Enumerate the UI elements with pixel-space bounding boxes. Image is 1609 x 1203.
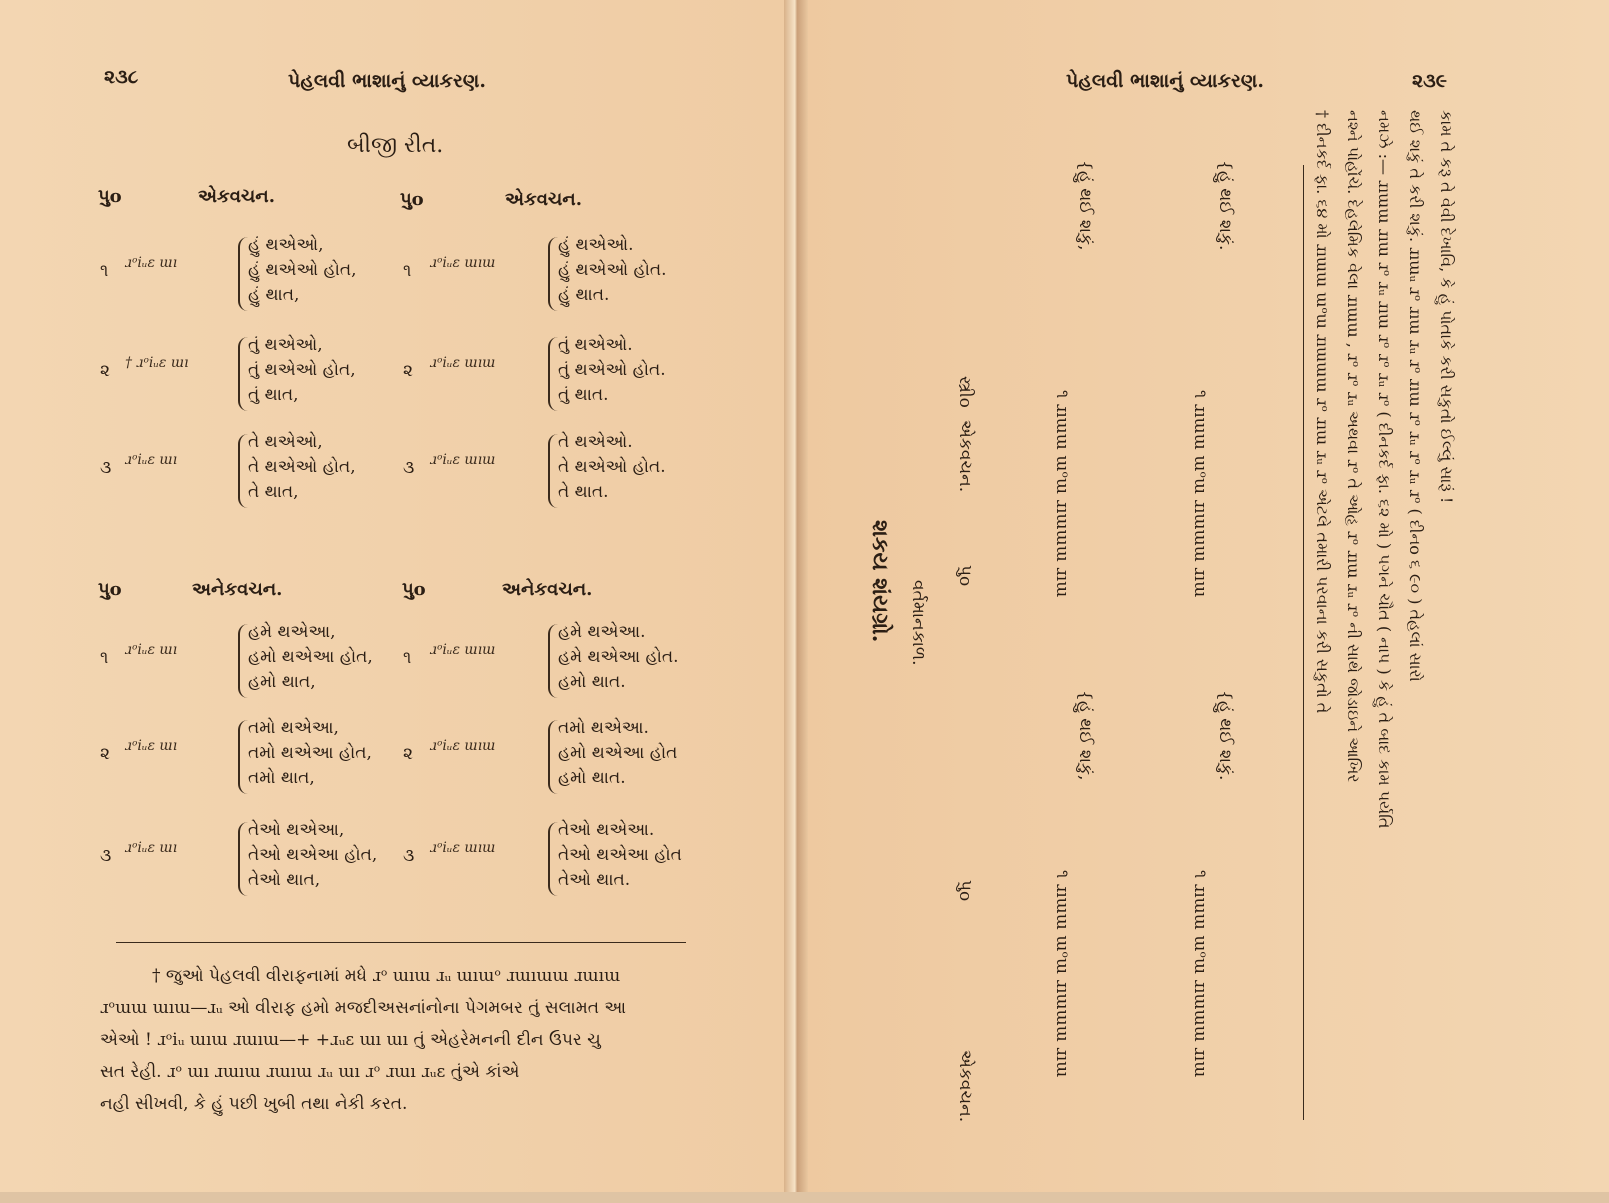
gujarati-form: હમો થએઆ હોત <box>558 743 678 763</box>
pahlavi-word: ɹᵒiᵤɛ ɯı <box>125 255 178 271</box>
gujarati-form: હું થએઓ, <box>248 235 324 255</box>
gujarati-form: હમે થએઆ, <box>248 622 336 642</box>
pahlavi-word: ɹᵒiᵤɛ ɯı <box>125 738 178 754</box>
pahlavi-word: ɹᵒiᵤɛ ɯıɯ <box>430 255 496 271</box>
right-number-2: એકવચન. <box>955 1050 975 1123</box>
footnote-line-1: † જુઓ પેહલવી વીરાફનામાં મધે ɹᵒ ɯıɯ ɹᵤ ɯıɯᵒ ɹɯıɯɯ ɹɯıɯ <box>152 966 621 986</box>
pahlavi-word: † ɹᵒiᵤɛ ɯı <box>125 355 189 371</box>
brace <box>548 720 558 794</box>
right-number-1: એકવચન. <box>955 420 975 493</box>
plural-head-1: પુo <box>98 579 122 600</box>
gujarati-form: તું થએઓ, <box>248 335 323 355</box>
right-gender-1: સ્ત્રીo <box>955 376 975 408</box>
gujarati-form: તેઓ થએઆ. <box>558 820 655 840</box>
right-form-2: ૧ ɹıɯɯ ɯᵒɯ ɹıɯɯɯ ɹıɯ <box>1190 390 1210 598</box>
right-running-head: પેહલવી ભાશાનું વ્યાકરણ. <box>1066 70 1264 92</box>
brace <box>548 822 558 896</box>
right-footnote-line-2: નશ્ને પોહોંચે. દેહલેમિક વેલા ɹıɯɯ , ɹᵒ ɹᵒ ɹᵤ અથવા ɹᵒ તે ઓહૃ ɹᵒ ɹıɯ ɹᵤ ɹᵒ ની સાથે જોડાઇને આખિર <box>1344 110 1363 783</box>
right-title: શકય શંયગ્રો. <box>867 520 893 643</box>
left-running-head: પેહલવી ભાશાનું વ્યાકરણ. <box>288 70 486 92</box>
brace <box>548 624 558 698</box>
row-number: ૨ <box>100 744 110 764</box>
footnote-line-3: એઓ ! ɹᵒiᵤ ɯıɯ ɹɯıɯ—+ +ɹᵤɛ ɯı ɯı તું એહરેમનની દીન ઉપર ચુ <box>100 1030 601 1050</box>
right-page-number: ૨૩૯ <box>1412 70 1448 92</box>
gujarati-form: તું થએઓ હોત. <box>558 360 666 380</box>
gujarati-form: તે થએઓ હોત. <box>558 457 666 477</box>
right-form-1: ૧ ɹıɯɯ ɯᵒɯ ɹıɯɯɯ ɹıɯ <box>1052 390 1072 598</box>
gujarati-form: તેઓ થાત. <box>558 870 631 890</box>
right-footnote-rule <box>1303 165 1304 1120</box>
brace <box>548 337 558 411</box>
gujarati-form: હું થાત, <box>248 285 300 305</box>
row-number: ૨ <box>403 361 413 381</box>
book-gutter <box>784 0 808 1203</box>
singular-head-2: પુo <box>400 189 424 210</box>
gujarati-form: હમો થાત. <box>558 672 626 692</box>
section-title: બીજી રીત. <box>347 133 444 158</box>
gujarati-form: હમો થએઆ હોત, <box>248 647 373 667</box>
brace <box>548 434 558 508</box>
gujarati-form: તમો થાત, <box>248 768 315 788</box>
pahlavi-word: ɹᵒiᵤɛ ɯıɯ <box>430 840 496 856</box>
gujarati-form: હું થાત. <box>558 285 610 305</box>
gujarati-form: તે થાત. <box>558 482 609 502</box>
gujarati-form: હું થએઓ હોત, <box>248 260 357 280</box>
singular-label-2: એકવચન. <box>505 189 582 210</box>
gujarati-form: તમો થએઆ. <box>558 718 649 738</box>
row-number: ૨ <box>100 361 110 381</box>
pahlavi-word: ɹᵒiᵤɛ ɯı <box>125 452 178 468</box>
right-footnote-line-4: થઈ શકું તે કરી શકું. ɹıɯᵤ ɹᵒ ɹıɯ ɹᵤ ɹᵒ ɹıɯ ɹᵒ ɹᵤ ɹᵒ ɹᵤ ɹᵒ ( દીનo ૬ ૯૦ ) તેહલાં સારો <box>1406 110 1425 682</box>
left-page-number: ૨૩૮ <box>104 66 139 88</box>
brace <box>238 434 248 508</box>
right-meaning-4: {હું થઈ શકું. <box>1215 690 1235 781</box>
pahlavi-word: ɹᵒiᵤɛ ɯıɯ <box>430 355 496 371</box>
row-number: ૨ <box>403 744 413 764</box>
right-meaning-3: {હું થઈ શકું, <box>1075 690 1095 781</box>
row-number: ૧ <box>403 261 412 281</box>
pahlavi-word: ɹᵒiᵤɛ ɯı <box>125 642 178 658</box>
brace <box>548 237 558 311</box>
right-footnote-line-1: † દીનકર્દ ફા. ૬૪ મો ɹıɯɯ ɯᵒɯ ɹıɯɯɯ ɹᵒ ɹıɯ ɹᵤ ɹᵒ એટલે તમારી પરવાના કરી સકુતો તે <box>1313 110 1332 714</box>
right-person-1: પુo <box>955 565 975 587</box>
pahlavi-word: ɹᵒiᵤɛ ɯıɯ <box>430 452 496 468</box>
brace <box>238 720 248 794</box>
gujarati-form: હમો થાત. <box>558 768 626 788</box>
scan-edge <box>0 1192 1609 1203</box>
pahlavi-word: ɹᵒiᵤɛ ɯıɯ <box>430 642 496 658</box>
right-subtitle: વર્તમાનકાળ. <box>908 580 928 666</box>
gujarati-form: હું થએઓ. <box>558 235 634 255</box>
pahlavi-word: ɹᵒiᵤɛ ɯıɯ <box>430 738 496 754</box>
brace <box>238 822 248 896</box>
row-number: ૧ <box>100 261 109 281</box>
gujarati-form: હમો થાત, <box>248 672 316 692</box>
plural-head-2: પુo <box>402 579 426 600</box>
row-number: ૩ <box>100 458 112 478</box>
gujarati-form: હું થએઓ હોત. <box>558 260 667 280</box>
gujarati-form: તે થએઓ, <box>248 432 323 452</box>
pahlavi-word: ɹᵒiᵤɛ ɯı <box>125 840 178 856</box>
row-number: ૩ <box>403 846 415 866</box>
brace <box>238 624 248 698</box>
footnote-line-2: ɹᵒɯɯ ɯıɯ—ɹᵤ ઓ વીરાફ હમો મજદીઅસનાંનોના પેગમબર તું સલામત આ <box>100 998 626 1018</box>
gujarati-form: તું થએઓ. <box>558 335 633 355</box>
row-number: ૩ <box>403 458 415 478</box>
right-footnote-line-3: નમઝે :— ɹıɯɯ ɹıɯ ɹᵒ ɹᵤ ɹıɯ ɹᵒ ɹᵒ ɹᵤ ɹᵒ ( દીનકર્દ ફા. ૬૨ મો ) પગને ચૌત ( નાપ ) કે હું તે બાદ કામ પર્યતિ <box>1375 110 1394 829</box>
gujarati-form: તે થાત, <box>248 482 299 502</box>
brace <box>238 237 248 311</box>
footnote-line-4: સત રેહી. ɹᵒ ɯı ɹɯıɯ ɹɯıɯ ɹᵤ ɯı ɹᵒ ɹɯı ɹᵤɛ તુંએ કાંએ <box>100 1062 520 1082</box>
gujarati-form: તમો થએઆ, <box>248 718 339 738</box>
gujarati-form: તેઓ થાત, <box>248 870 321 890</box>
footnote-rule <box>116 942 686 943</box>
plural-label-2: અનેકવચન. <box>502 579 593 600</box>
row-number: ૧ <box>100 648 109 668</box>
brace <box>238 337 248 411</box>
right-form-3: ૧ ɹıɯɯ ɯᵒɯ ɹıɯɯɯ ɹıɯ <box>1052 870 1072 1078</box>
singular-label-1: એકવચન. <box>198 186 275 207</box>
gujarati-form: તું થાત, <box>248 385 299 405</box>
right-meaning-2: {હું થઈ શકું. <box>1215 160 1235 251</box>
right-footnote-line-5: કામ તે કરૂ તે વેવી દેખાવિ, કે હું પોતાકે કરી સકુતો ઈલ્લું સારૂં ! <box>1437 110 1456 504</box>
gujarati-form: તું થએઓ હોત, <box>248 360 356 380</box>
right-meaning-1: {હું થઈ શકું, <box>1075 160 1095 251</box>
row-number: ૩ <box>100 846 112 866</box>
gujarati-form: તેઓ થએઆ હોત <box>558 845 682 865</box>
right-form-4: ૧ ɹıɯɯ ɯᵒɯ ɹıɯɯɯ ɹıɯ <box>1190 870 1210 1078</box>
gujarati-form: તું થાત. <box>558 385 609 405</box>
gujarati-form: તમો થએઆ હોત, <box>248 743 372 763</box>
footnote-line-5: નહી સીખવી, કે હું પછી ખુબી તથા નેકી કરત. <box>100 1094 408 1114</box>
gujarati-form: હમે થએઆ. <box>558 622 646 642</box>
plural-label-1: અનેકવચન. <box>192 579 283 600</box>
singular-head-1: પુo <box>98 186 122 207</box>
gujarati-form: તેઓ થએઆ, <box>248 820 345 840</box>
row-number: ૧ <box>403 648 412 668</box>
gujarati-form: તે થએઓ. <box>558 432 633 452</box>
gujarati-form: હમે થએઆ હોત. <box>558 647 679 667</box>
gujarati-form: તે થએઓ હોત, <box>248 457 356 477</box>
right-person-2: પુo <box>955 880 975 902</box>
gujarati-form: તેઓ થએઆ હોત, <box>248 845 378 865</box>
